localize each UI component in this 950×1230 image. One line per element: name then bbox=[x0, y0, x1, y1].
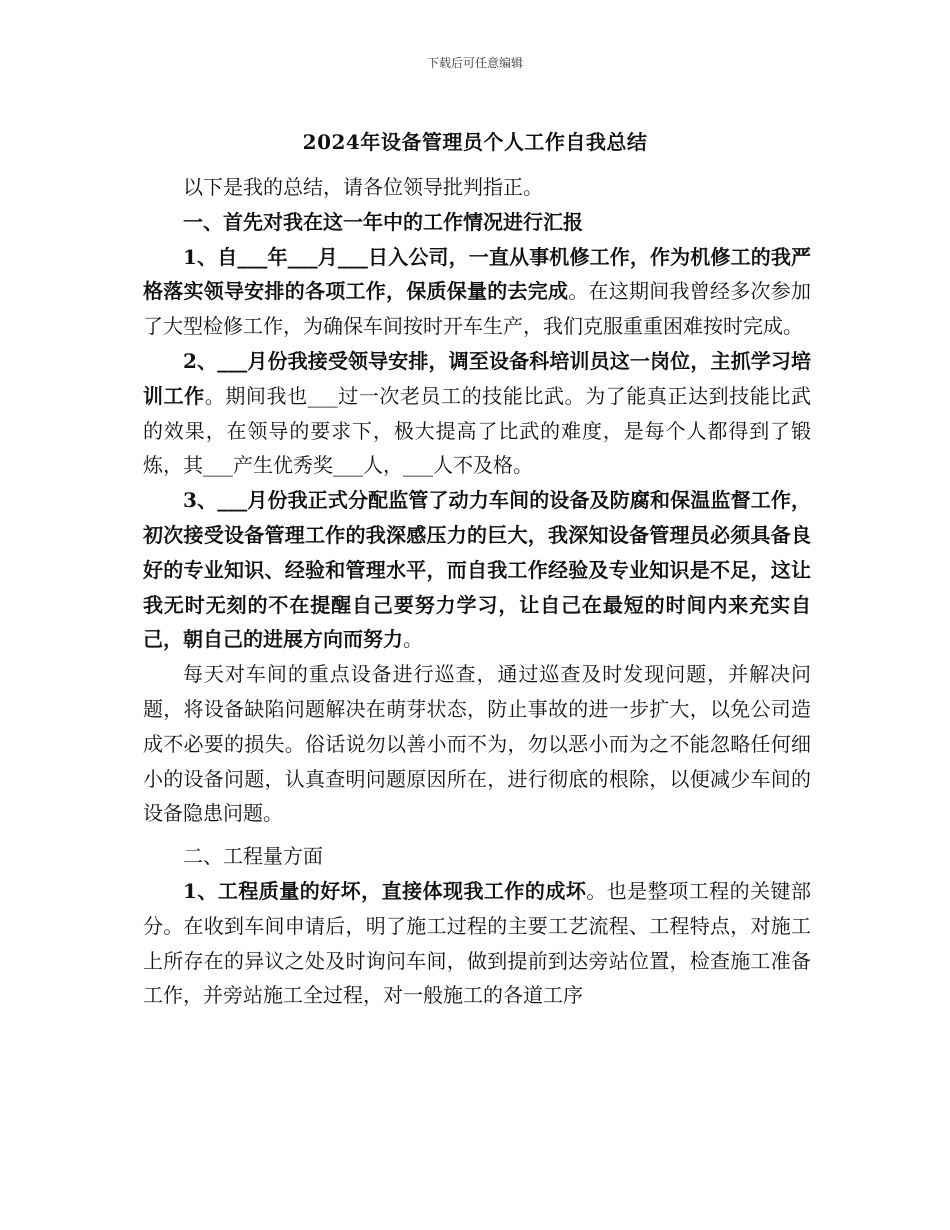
paragraph-item-2-normal: 。期间我也___过一次老员工的技能比武。为了能真正达到技能比武的效果，在领导的要求下，极大提高了比武的难度，是每个人都得到了锻炼，其___产生优秀奖___人，___人不及格。 bbox=[143, 383, 812, 478]
intro-paragraph: 以下是我的总结，请各位领导批判指正。 bbox=[183, 175, 543, 199]
paragraph-item-1-bold: 1、自___年___月___日入公司，一直从事机修工作，作为机修工的我严格落实领导安排的各项工作，保质保量的去完成 bbox=[143, 244, 811, 304]
paragraph-quality-normal: 。也是整项工程的关键部分。在收到车间申请后，明了施工过程的主要工艺流程、工程特点，对施工上所存在的异议之处及时询问车间，做到提前到达旁站位置，检查施工准备工作，并旁站施工全过程，对一般施工的各道工序 bbox=[143, 878, 812, 1008]
paragraph-item-1 bbox=[143, 240, 811, 344]
paragraph-inspection: 每天对车间的重点设备进行巡查，通过巡查及时发现问题，并解决问题，将设备缺陷问题解决在萌芽状态，防止事故的进一步扩大，以免公司造成不必要的损失。俗话说勿以善小而不为，勿以恶小而为之不能忽略任何细小的设备问题，认真查明问题原因所在，进行彻底的根除，以便减少车间的设备隐患问题。 bbox=[143, 662, 811, 826]
paragraph-item-2-bold: 2、___月份我接受领导安排，调至设备科培训员这一岗位，主抓学习培训工作 bbox=[143, 348, 811, 408]
paragraph-item-3-bold: 3、___月份我正式分配监管了动力车间的设备及防腐和保温监督工作，初次接受设备管理工作的我深感压力的巨大，我深知设备管理员必须具备良好的专业知识、经验和管理水平，而自我工作经验及专业知识是不足，这让我无时无刻的不在提醒自己要努力学习，让自己在最短的时间内来充实自己，朝自己的进展方向而努力 bbox=[143, 488, 811, 652]
paragraph-quality bbox=[143, 874, 811, 1013]
paragraph-item-2 bbox=[143, 344, 811, 483]
paragraph-item-1-normal: 。在这期间我曾经多次参加了大型检修工作，为确保车间按时开车生产，我们克服重重困难按时完成。 bbox=[143, 279, 811, 339]
document-body bbox=[143, 170, 811, 1013]
document-title: 2024年设备管理员个人工作自我总结 bbox=[302, 130, 648, 154]
paragraph-quality-bold: 1、工程质量的好坏，直接体现我工作的成坏 bbox=[183, 878, 587, 903]
paragraph-item-3-normal: 。 bbox=[403, 627, 423, 652]
page-header-note: 下载后可任意编辑 bbox=[426, 56, 523, 70]
section-heading-1: 一、首先对我在这一年中的工作情况进行汇报 bbox=[183, 209, 583, 234]
paragraph-item-3 bbox=[143, 483, 811, 657]
section-heading-2: 二、工程量方面 bbox=[183, 844, 323, 869]
